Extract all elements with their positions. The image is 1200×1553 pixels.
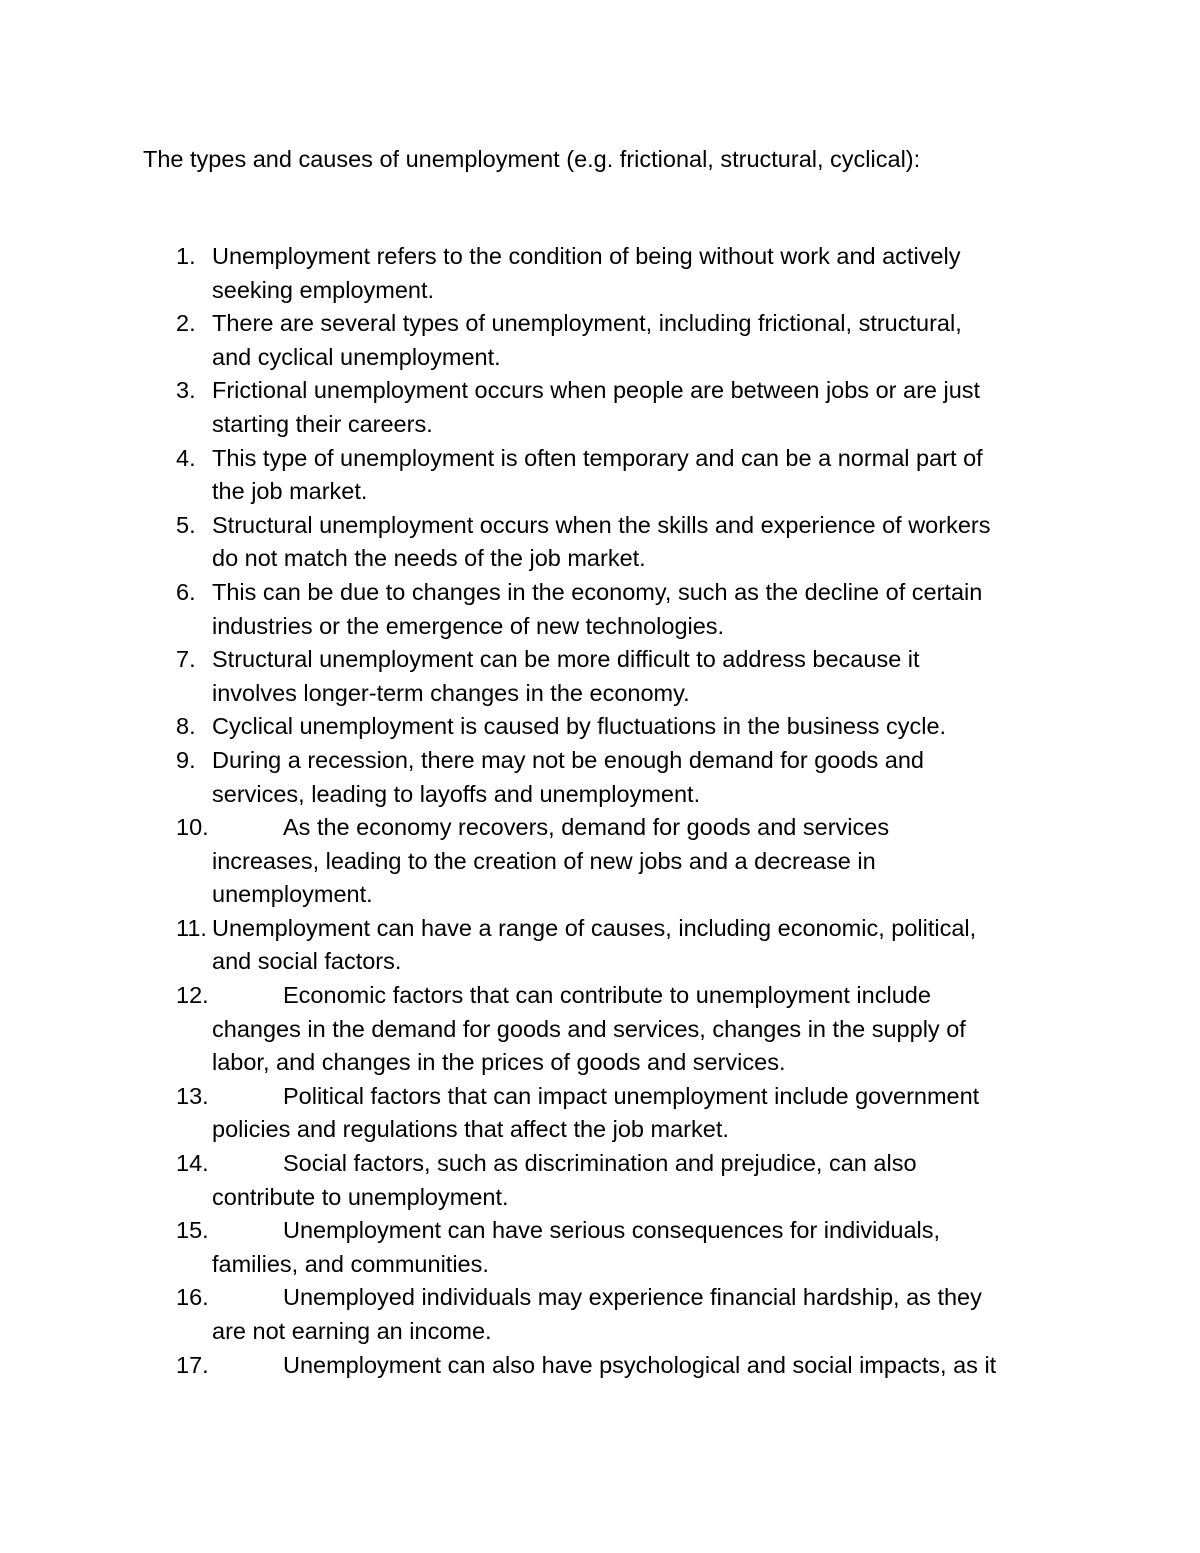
list-item-line: seeking employment. [212,276,435,303]
list-item-number: 1. [176,243,196,269]
list-item-line: There are several types of unemployment, including frictional, structural, [212,310,962,337]
list-item-line: contribute to unemployment. [212,1183,509,1210]
list-item [0,509,1072,576]
list-item-line: unemployment. [212,881,373,908]
list-item-line: Structural unemployment can be more difficult to address because it [212,646,920,673]
list-item-line: industries or the emergence of new technologies. [212,612,725,639]
list-item-line: starting their careers. [212,410,433,437]
list-item-line: Economic factors that can contribute to unemployment include [283,982,931,1009]
list-item [0,643,1072,710]
list-item-number: 12. [176,982,209,1009]
list-item-line: Cyclical unemployment is caused by fluctuations in the business cycle. [212,713,947,740]
list-item-line: are not earning an income. [212,1318,492,1344]
list-item [0,1349,1072,1383]
list-item-number: 14. [176,1150,209,1177]
list-item-line: families, and communities. [212,1250,489,1277]
list-item [0,1281,1072,1348]
list-item-line: do not match the needs of the job market. [212,545,646,572]
list-item-line: policies and regulations that affect the job market. [212,1116,729,1143]
list-item [0,1214,1072,1281]
list-item [0,1080,1072,1147]
list-item-number: 3. [176,377,196,404]
list-item-line: Social factors, such as discrimination and prejudice, can also [283,1150,917,1177]
list-item-number: 13. [176,1082,209,1109]
list-item [0,979,1072,1080]
list-item-line: labor, and changes in the prices of goods and services. [212,1049,786,1076]
list-item [0,576,1072,643]
list-item [0,307,1072,374]
list-item-line: Unemployment can also have psychological and social impacts, as it [283,1351,997,1378]
list-item-number: 4. [176,444,196,471]
list-item-number: 6. [176,578,196,605]
list-item-number: 10. [176,814,209,841]
list-item-number: 17. [176,1351,209,1378]
list-item-line: increases, leading to the creation of new jobs and a decrease in [212,847,876,874]
list-item [0,1147,1072,1214]
list-item-number: 7. [176,646,196,673]
list-item-line: Frictional unemployment occurs when people are between jobs or are just [212,377,981,404]
list-item-line: Unemployment refers to the condition of being without work and actively [212,243,961,269]
numbered-list [0,240,1072,1382]
list-item-number: 8. [176,713,196,740]
list-item-line: and cyclical unemployment. [212,343,501,370]
list-item-line: As the economy recovers, demand for goods and services [283,814,890,841]
list-item-number: 5. [176,511,196,538]
list-item-line: This type of unemployment is often temporary and can be a normal part of [212,444,983,471]
list-item-line: Unemployment can have serious consequences for individuals, [283,1217,941,1244]
list-item [0,710,1072,744]
list-item-line: the job market. [212,478,368,505]
list-item-line: Structural unemployment occurs when the skills and experience of workers [212,511,991,538]
list-item-line: During a recession, there may not be enough demand for goods and [212,746,924,773]
list-item [0,811,1072,912]
list-item-number: 16. [176,1284,209,1311]
list-item [0,912,1072,979]
list-item-line: Unemployment can have a range of causes, including economic, political, [212,914,977,941]
list-item [0,240,1072,307]
list-item [0,744,1072,811]
list-item-line: services, leading to layoffs and unemployment. [212,780,701,807]
list-item-number: 2. [176,310,196,337]
list-item-number: 15. [176,1217,209,1244]
list-item-number: 11. [176,914,207,941]
list-item-line: involves longer-term changes in the economy. [212,679,690,706]
list-item-line: Political factors that can impact unemployment include government [283,1082,980,1109]
document-title: The types and causes of unemployment (e.g. frictional, structural, cyclical): [143,146,921,172]
list-item-line: Unemployed individuals may experience financial hardship, as they [283,1284,982,1311]
list-item [0,442,1072,509]
list-item [0,374,1072,441]
list-item-line: This can be due to changes in the economy, such as the decline of certain [212,578,983,605]
list-item-line: and social factors. [212,948,402,975]
list-item-number: 9. [176,746,196,773]
list-item-line: changes in the demand for goods and services, changes in the supply of [212,1015,966,1042]
